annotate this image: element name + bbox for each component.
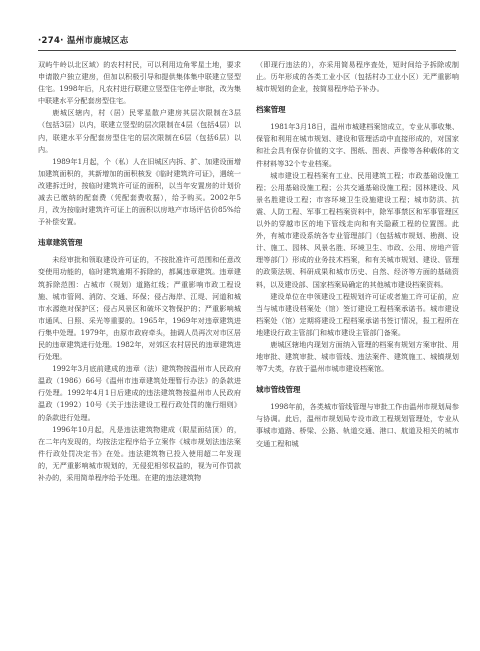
paragraph: （即现行违法的），亦采用简易程序查处，短时间给予拆除或制止。历年形成的各类工业小区（包括村办工业小区）无严重影响城市规划的企业，按简易程序给予补办。: [256, 60, 459, 94]
paragraph: 1992年3月底前建成的违章（法）建筑物按温州市人民政府温政（1986）66号《温州市违章建筑处理暂行办法》的条款进行处理。1992年4月1日后建成的违法建筑物按温州市人民政府温政（1992）10号《关于违法建设工程行政处罚的施行细则》的条款进行处理。: [38, 364, 241, 422]
paragraph: 建设单位在申领建设工程规划许可证或者施工许可证前，应当与城市建设档案处（馆）签订建设工程档案承诺书。城市建设档案处（馆）定期将建设工程档案承诺书签订情况，报工程所在地建设行政主管部门和城市建设主管部门备案。: [256, 291, 459, 337]
paragraph: 鹿城区辖内，村（居）民零星散户建房其层次限制在3层（包括3层）以内，联建立竖型的层次限制在4层（包括4层）以内，联建水平分配套房型住宅的层次限制在6层（包括6层）以内。: [38, 108, 241, 154]
paragraph: 1998年前，各类城市管线管理与审批工作由温州市规划局参与协调。此后，温州市规划局专设市政工程规划管理处，专业从事城市道路、桥梁、公路、轨道交通、港口、航道及相关的城市交通工程和城: [256, 402, 459, 448]
paragraph: 城市建设工程档案有工业、民用建筑工程；市政基础设施工程；公用基础设施工程；公共交通基础设施工程；园林建设、风景名胜建设工程；市容环境卫生设施建设工程；城市防洪、抗震、人防工程、军事工程档案资料中，除军事禁区和军事管理区以外的穿越市区的地下管线走向和有关隐蔽工程的位置图。此外，有城市建设系统各专业管理部门（包括城市规划、勘测、设计、施工、园林、风景名胜、环境卫生、市政、公用、房地产管理等部门）形成的业务技术档案，和有关城市规划、建设、管理的政策法规、科研成果和城市历史、自然、经济等方面的基础资料，以及建设部、国家档案局确定的其他城市建设档案资料。: [256, 170, 459, 289]
right-column: [256, 59, 459, 639]
paragraph: 双屿牛岭以北区域）的农村村民，可以利用边角零星土地，要求申请散户独立建房，但加以积极引导和提供集体集中联建立竖型住宅。1998年后，凡农村进行联建立竖型住宅停止审批，改为集中联建水平分配套房型住宅。: [38, 60, 241, 106]
section-heading: 城市管线管理: [256, 385, 301, 395]
section-heading: 档案管理: [256, 105, 286, 115]
paragraph: 1989年1月起，个（私）人在旧城区内拆、扩、加建设面增加建筑面积的，其新增加的面积核发《临时建筑许可证》，遇统一改建拆迁时，按临时建筑许可证的面积，以当年安置房的计划价减去已缴纳的配套费（凭配套费收据），给予购买。2002年5月，改为按临时建筑许可证上的面积以房地产市场评估价85%给予补偿安置。: [38, 156, 241, 227]
paragraph: 未经审批和领取建设许可证的，不按批准许可范围和任意改变使用功能的，临时建筑逾期不拆除的，都属违章建筑。违章建筑拆除范围：占城市（规划）道路红线；严重影响市政工程设施、城市管网、消防、交通、环保；侵占海岸、江堤、河道和城市水源绝对保护区；侵占风景区和破坏文物保护的；严重影响城市通风、日照、采光等重要的。1965年，1969年对违章建筑进行集中处理。1979年，由原市政府牵头，抽调人员再次对市区居民的违章建筑进行处理。1982年，对郊区农村居民的违章建筑进行处理。: [38, 255, 241, 362]
running-head-text: ·274· 温州市鹿城区志: [38, 36, 129, 46]
running-header: [38, 32, 456, 51]
paragraph: 鹿城区辖地内现划方面纳入管理的档案有规划方案审批、用地审批、建筑审批、城市管线、违法案件、建筑施工、城镇规划等7大类，存放于温州市城市建设档案馆。: [256, 339, 459, 374]
paragraph: 1981年3月18日，温州市城建档案馆成立，专业从事收集、保管和利用在城市规划、建设和管理活动中直接形成的，对国家和社会具有保存价值的文字、图纸、图表、声像等各种载体的文件材料等32个专业档案。: [256, 122, 459, 168]
paragraph: 1996年10月起，凡是违法建筑物建成（限屋面结顶）的，在二年内发现的，均按法定程序给予立案作《城市规划法违法案件行政处罚决定书》在处。违法建筑物已投入使用超二年发现的，无严重影响城市规划的，无侵犯相邻权益的，视为可作罚款补办的，采用简单程序给予处理。在建的违法建筑物: [38, 424, 241, 482]
section-heading: 违章建筑管理: [38, 238, 83, 248]
left-column: [38, 59, 241, 639]
